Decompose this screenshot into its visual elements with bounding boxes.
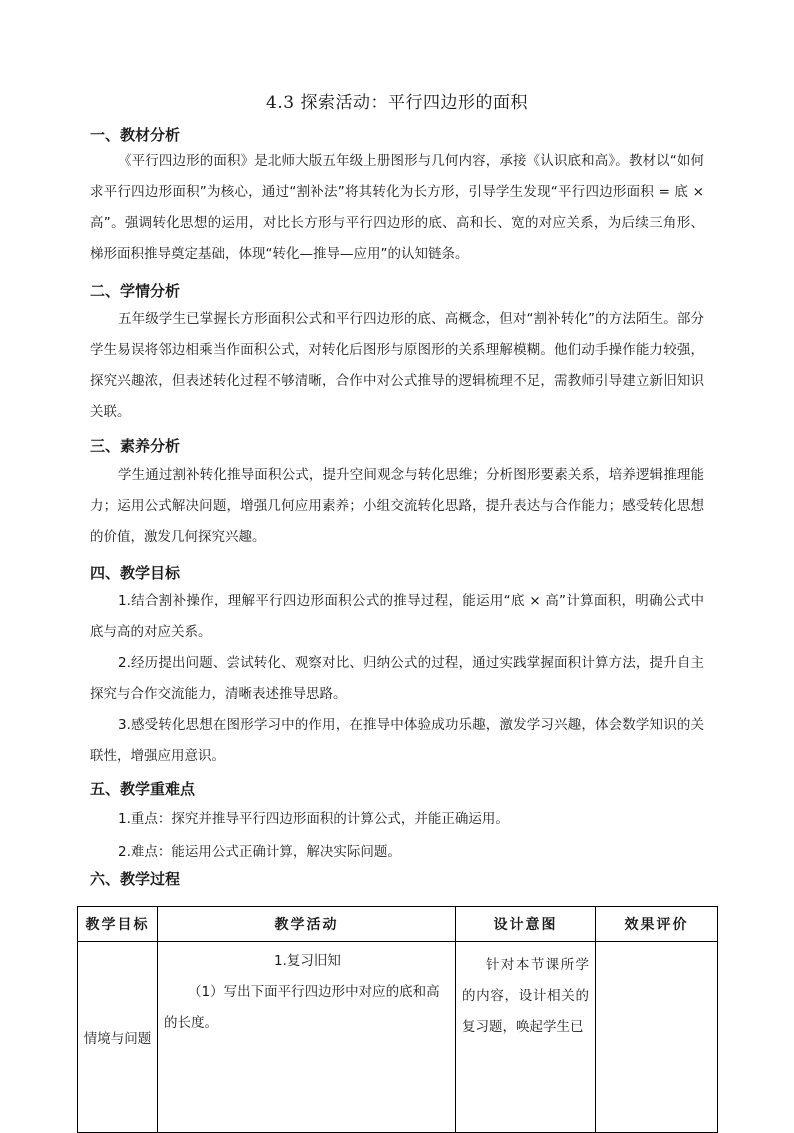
table-header-row [78, 907, 718, 942]
teaching-process-table [77, 906, 718, 1133]
header-design-intent: 设计意图 [456, 907, 596, 942]
section-heading-2: 二、学情分析 [90, 282, 181, 300]
section-heading-6: 六、教学过程 [90, 870, 181, 888]
intent-text: 针对本节课所学的内容，设计相关的复习题，唤起学生已 [462, 957, 589, 1035]
row-intent-cell [456, 942, 596, 1133]
section-heading-3: 三、素养分析 [90, 437, 181, 455]
key-point: 1.重点：探究并推导平行四边形面积的计算公式，并能正确运用。 [118, 811, 509, 827]
header-teaching-objective: 教学目标 [78, 907, 158, 942]
difficult-point: 2.难点：能运用公式正确计算，解决实际问题。 [118, 844, 401, 860]
section-3-paragraph: 学生通过割补转化推导面积公式，提升空间观念与转化思维；分析图形要素关系，培养逻辑推理能力；运用公式解决问题，增强几何应用素养；小组交流转化思路，提升表达与合作能力；感受转化思想的价值，激发几何探究兴趣。 [90, 467, 704, 545]
table-row [78, 942, 718, 1133]
header-effect-evaluation: 效果评价 [596, 907, 718, 942]
objective-1: 1.结合割补操作，理解平行四边形面积公式的推导过程，能运用“底 × 高”计算面积，明确公式中底与高的对应关系。 [90, 593, 704, 640]
section-1-paragraph: 《平行四边形的面积》是北师大版五年级上册图形与几何内容，承接《认识底和高》。教材以“如何求平行四边形面积”为核心，通过“割补法”将其转化为长方形，引导学生发现“平行四边形面积 = 底 × 高”。强调转化思想的运用，对比长方形与平行四边形的底、高和长、宽的对应关系，为后续三角形、梯形面积推导奠定基础，体现“转化—推导—应用”的认知链条。 [90, 153, 704, 262]
section-2-paragraph: 五年级学生已掌握长方形面积公式和平行四边形的底、高概念，但对“割补转化”的方法陌生。部分学生易误将邻边相乘当作面积公式，对转化后图形与原图形的关系理解模糊。他们动手操作能力较强，探究兴趣浓，但表述转化过程不够清晰，合作中对公式推导的逻辑梳理不足，需教师引导建立新旧知识关联。 [90, 311, 704, 420]
section-heading-1: 一、教材分析 [90, 126, 181, 144]
row-evaluation-cell [596, 942, 718, 1133]
header-teaching-activity: 教学活动 [158, 907, 456, 942]
objective-2: 2.经历提出问题、尝试转化、观察对比、归纳公式的过程，通过实践掌握面积计算方法，提升自主探究与合作交流能力，清晰表述推导思路。 [90, 655, 704, 702]
activity-line-1: 1.复习旧知 [274, 953, 341, 969]
section-heading-5: 五、教学重难点 [90, 780, 196, 798]
objective-3: 3.感受转化思想在图形学习中的作用，在推导中体验成功乐趣，激发学习兴趣，体会数学知识的关联性，增强应用意识。 [90, 717, 704, 764]
row-activity-cell [158, 942, 456, 1133]
page-title: 4.3 探索活动：平行四边形的面积 [266, 93, 528, 113]
row-objective-cell: 情境与问题 [78, 942, 158, 1133]
section-heading-4: 四、教学目标 [90, 564, 181, 582]
activity-line-2: （1）写出下面平行四边形中对应的底和高的长度。 [164, 984, 440, 1031]
